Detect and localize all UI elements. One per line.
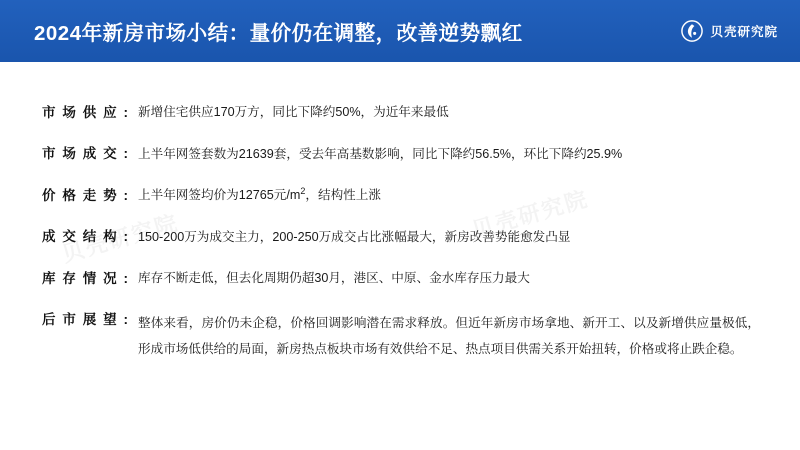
list-item-outlook bbox=[42, 310, 760, 362]
row-text-before: 上半年网签均价为12765元/m bbox=[138, 188, 301, 202]
shell-logo-icon bbox=[681, 20, 703, 42]
list-item-price-trend bbox=[42, 185, 760, 206]
slide-header bbox=[0, 0, 800, 62]
row-label: 市场成交: bbox=[42, 146, 128, 161]
brand-name: 贝壳研究院 bbox=[710, 25, 778, 39]
row-text: 整体来看，房价仍未企稳，价格回调影响潜在需求释放。但近年新房市场拿地、新开工、以及新增供应量极低，形成市场低供给的局面，新房热点板块市场有效供给不足、热点项目供需关系开始扭转，价格或将止跌企稳。 bbox=[138, 315, 760, 356]
row-text: 新增住宅供应170万方，同比下降约50%，为近年来最低 bbox=[138, 105, 449, 119]
row-text: 150-200万为成交主力，200-250万成交占比涨幅最大，新房改善势能愈发凸显 bbox=[138, 229, 571, 244]
list-item-transaction bbox=[42, 144, 760, 165]
row-text bbox=[128, 185, 760, 205]
list-item-inventory bbox=[42, 268, 760, 289]
row-label: 市场供应: bbox=[42, 104, 128, 120]
list-item-supply bbox=[42, 102, 760, 123]
row-label: 价格走势: bbox=[42, 187, 128, 203]
row-label: 成交结构: bbox=[42, 229, 128, 244]
list-item-structure bbox=[42, 227, 760, 248]
row-text: 上半年网签套数为21639套，受去年高基数影响，同比下降约56.5%，环比下降约25.9% bbox=[138, 146, 623, 161]
brand-logo bbox=[681, 20, 778, 42]
page-title: 2024年新房市场小结：量价仍在调整，改善逆势飘红 bbox=[34, 22, 523, 45]
row-text-after: ，结构性上涨 bbox=[305, 188, 381, 202]
square-meter-exponent: 2 bbox=[300, 185, 306, 196]
row-label: 库存情况: bbox=[42, 270, 128, 286]
summary-list bbox=[0, 62, 800, 450]
row-label: 后市展望: bbox=[42, 312, 128, 327]
row-text: 库存不断走低，但去化周期仍超30月，港区、中原、金水库存压力最大 bbox=[138, 271, 530, 285]
